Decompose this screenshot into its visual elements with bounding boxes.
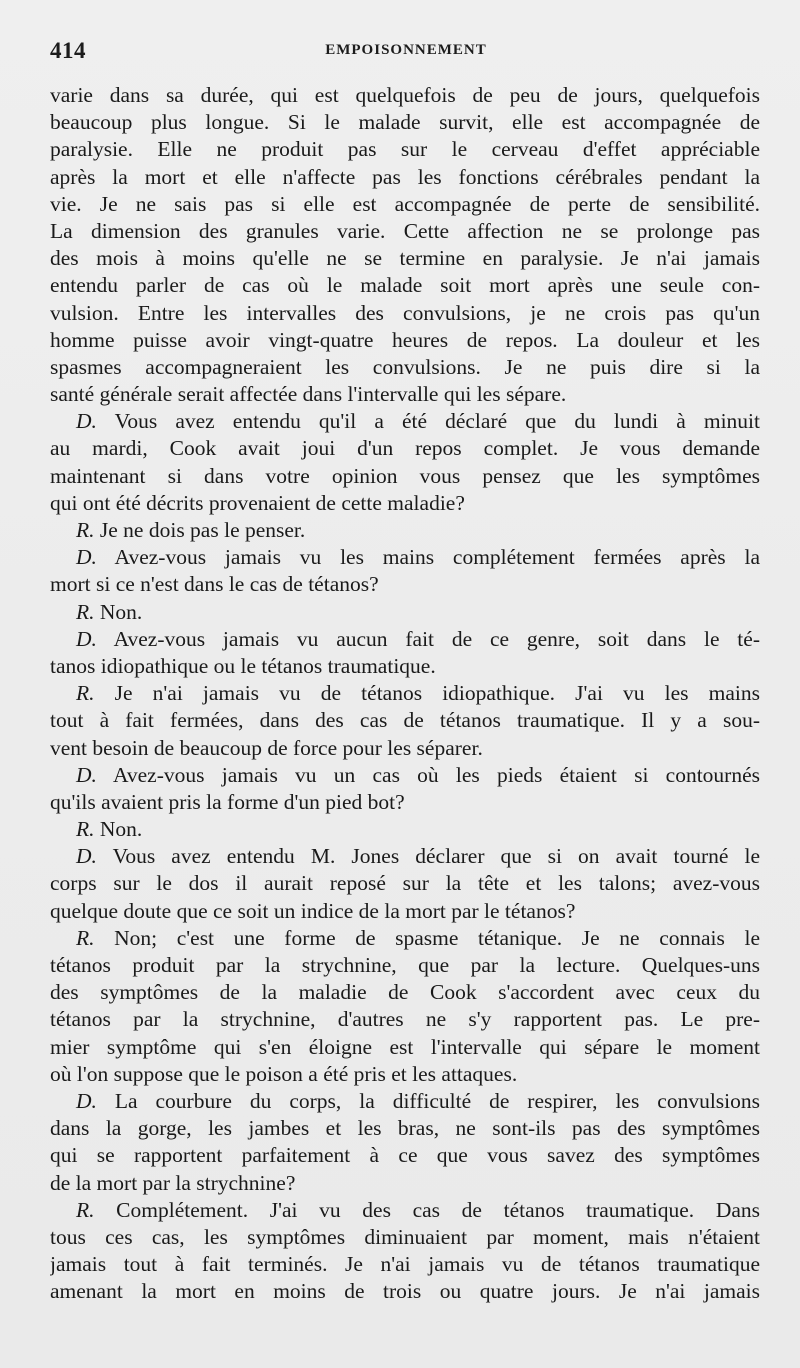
line-text: spasmes accompagneraient les convulsions. Je ne puis dire si la [50, 354, 760, 379]
text-line [50, 843, 760, 870]
line-text: Je n'ai jamais vu de tétanos idiopathique. J'ai vu les mains [114, 681, 760, 706]
line-text: dans la gorge, les jambes et les bras, ne sont-ils pas des symptômes [50, 1116, 760, 1141]
text-line [50, 517, 760, 544]
line-text: entendu parler de cas où le malade soit mort après une seule con- [50, 273, 760, 298]
speaker-label: R. [76, 518, 95, 542]
text-line [50, 300, 760, 327]
line-text: qui se rapportent parfaitement à ce que vous savez des symptômes [50, 1143, 760, 1168]
text-line [50, 218, 760, 245]
line-text: Complétement. J'ai vu des cas de tétanos traumatique. Dans [116, 1197, 760, 1222]
line-text: Non; c'est une forme de spasme tétanique. Je ne connais le [114, 925, 760, 950]
page-header [50, 38, 762, 66]
text-line [50, 327, 760, 354]
line-text: maintenant si dans votre opinion vous pensez que les symptômes [50, 463, 760, 488]
line-text: Vous avez entendu qu'il a été déclaré que du lundi à minuit [114, 409, 760, 434]
line-text: après la mort et elle n'affecte pas les fonctions cérébrales pendant la [50, 164, 760, 189]
line-text: mort si ce n'est dans le cas de tétanos? [50, 572, 379, 597]
line-text: Avez-vous jamais vu les mains complétement fermées après la [114, 545, 760, 570]
line-text: quelque doute que ce soit un indice de la mort par le tétanos? [50, 898, 576, 923]
text-line [50, 599, 760, 626]
line-text: Vous avez entendu M. Jones déclarer que si on avait tourné le [112, 844, 760, 869]
speaker-label: D. [76, 545, 97, 570]
line-text: de la mort par la strychnine? [50, 1170, 296, 1195]
line-text: corps sur le dos il aurait reposé sur la tête et les talons; avez-vous [50, 871, 760, 896]
text-line [50, 898, 760, 925]
line-text: beaucoup plus longue. Si le malade survit, elle est accompagnée de [50, 110, 760, 135]
speaker-label: R. [76, 925, 95, 950]
text-line [50, 571, 760, 598]
text-line [50, 1197, 760, 1224]
speaker-label: D. [76, 626, 97, 651]
text-line [50, 272, 760, 299]
line-text: tous ces cas, les symptômes diminuaient par moment, mais n'étaient [50, 1224, 760, 1249]
text-line [50, 109, 760, 136]
text-line [50, 1251, 760, 1278]
text-line [50, 544, 760, 571]
text-line [50, 680, 760, 707]
line-text: Avez-vous jamais vu aucun fait de ce genre, soit dans le té- [113, 626, 760, 651]
line-text: santé générale serait affectée dans l'intervalle qui les sépare. [50, 382, 567, 407]
line-text: La courbure du corps, la difficulté de respirer, les convulsions [114, 1088, 760, 1113]
text-line [50, 435, 760, 462]
text-line [50, 1224, 760, 1251]
speaker-label: R. [76, 681, 95, 706]
text-line [50, 1278, 760, 1305]
line-text: où l'on suppose que le poison a été pris et les attaques. [50, 1061, 518, 1086]
line-text: des mois à moins qu'elle ne se termine en paralysie. Je n'ai jamais [50, 246, 760, 271]
text-line [50, 1142, 760, 1169]
line-text: des symptômes de la maladie de Cook s'accordent avec ceux du [50, 980, 760, 1005]
line-text: homme puisse avoir vingt-quatre heures de repos. La douleur et les [50, 327, 760, 352]
text-line [50, 191, 760, 218]
line-text: au mardi, Cook avait joui d'un repos complet. Je vous demande [50, 436, 760, 461]
speaker-label: D. [76, 844, 97, 869]
text-line [50, 381, 760, 408]
line-text: paralysie. Elle ne produit pas sur le cerveau d'effet appréciable [50, 137, 760, 162]
text-line [50, 1006, 760, 1033]
text-line [50, 979, 760, 1006]
line-text: tétanos par la strychnine, d'autres ne s'y rapportent pas. Le pre- [50, 1007, 760, 1032]
text-line [50, 870, 760, 897]
text-line [50, 164, 760, 191]
line-text: amenant la mort en moins de trois ou quatre jours. Je n'ai jamais [50, 1279, 760, 1304]
text-line [50, 490, 760, 517]
speaker-label: R. [76, 817, 95, 842]
text-line [50, 245, 760, 272]
text-line [50, 1115, 760, 1142]
line-text: qui ont été décrits provenaient de cette maladie? [50, 490, 465, 515]
line-text: tout à fait fermées, dans des cas de tétanos traumatique. Il y a sou- [50, 708, 760, 733]
text-line [50, 653, 760, 680]
page-number: 414 [50, 38, 86, 63]
text-line [50, 1034, 760, 1061]
body-text [50, 82, 760, 1305]
text-line [50, 408, 760, 435]
line-text: vie. Je ne sais pas si elle est accompagnée de perte de sensibilité. [50, 191, 760, 216]
running-head: EMPOISONNEMENT [325, 42, 487, 58]
text-line [50, 136, 760, 163]
text-line [50, 789, 760, 816]
text-line [50, 1061, 760, 1088]
line-text: mier symptôme qui s'en éloigne est l'intervalle qui sépare le moment [50, 1034, 760, 1059]
text-line [50, 82, 760, 109]
line-text: vent besoin de beaucoup de force pour les séparer. [50, 735, 483, 760]
line-text: tanos idiopathique ou le tétanos traumatique. [50, 653, 436, 678]
text-line [50, 952, 760, 979]
text-line [50, 354, 760, 381]
speaker-label: D. [76, 1088, 97, 1113]
text-line [50, 1170, 760, 1197]
speaker-label: R. [76, 1197, 95, 1222]
speaker-label: R. [76, 599, 95, 624]
line-text: tétanos produit par la strychnine, que par la lecture. Quelques-uns [50, 953, 760, 977]
text-line [50, 816, 760, 843]
line-text: vulsion. Entre les intervalles des convulsions, je ne crois pas qu'un [50, 300, 760, 325]
text-line [50, 735, 760, 762]
text-line [50, 463, 760, 490]
text-line [50, 1088, 760, 1115]
line-text: Avez-vous jamais vu un cas où les pieds étaient si contournés [112, 762, 760, 787]
text-line [50, 762, 760, 789]
line-text: jamais tout à fait terminés. Je n'ai jamais vu de tétanos traumatique [50, 1252, 760, 1277]
line-text: qu'ils avaient pris la forme d'un pied bot? [50, 789, 405, 814]
text-line [50, 626, 760, 653]
line-text: varie dans sa durée, qui est quelquefois de peu de jours, quelquefois [50, 83, 760, 107]
line-text: Non. [99, 817, 143, 842]
text-line [50, 925, 760, 952]
speaker-label: D. [76, 409, 97, 434]
line-text: La dimension des granules varie. Cette affection ne se prolonge pas [50, 218, 760, 243]
speaker-label: D. [76, 762, 97, 787]
line-text: Je ne dois pas le penser. [99, 518, 306, 542]
line-text: Non. [99, 599, 143, 624]
text-line [50, 707, 760, 734]
